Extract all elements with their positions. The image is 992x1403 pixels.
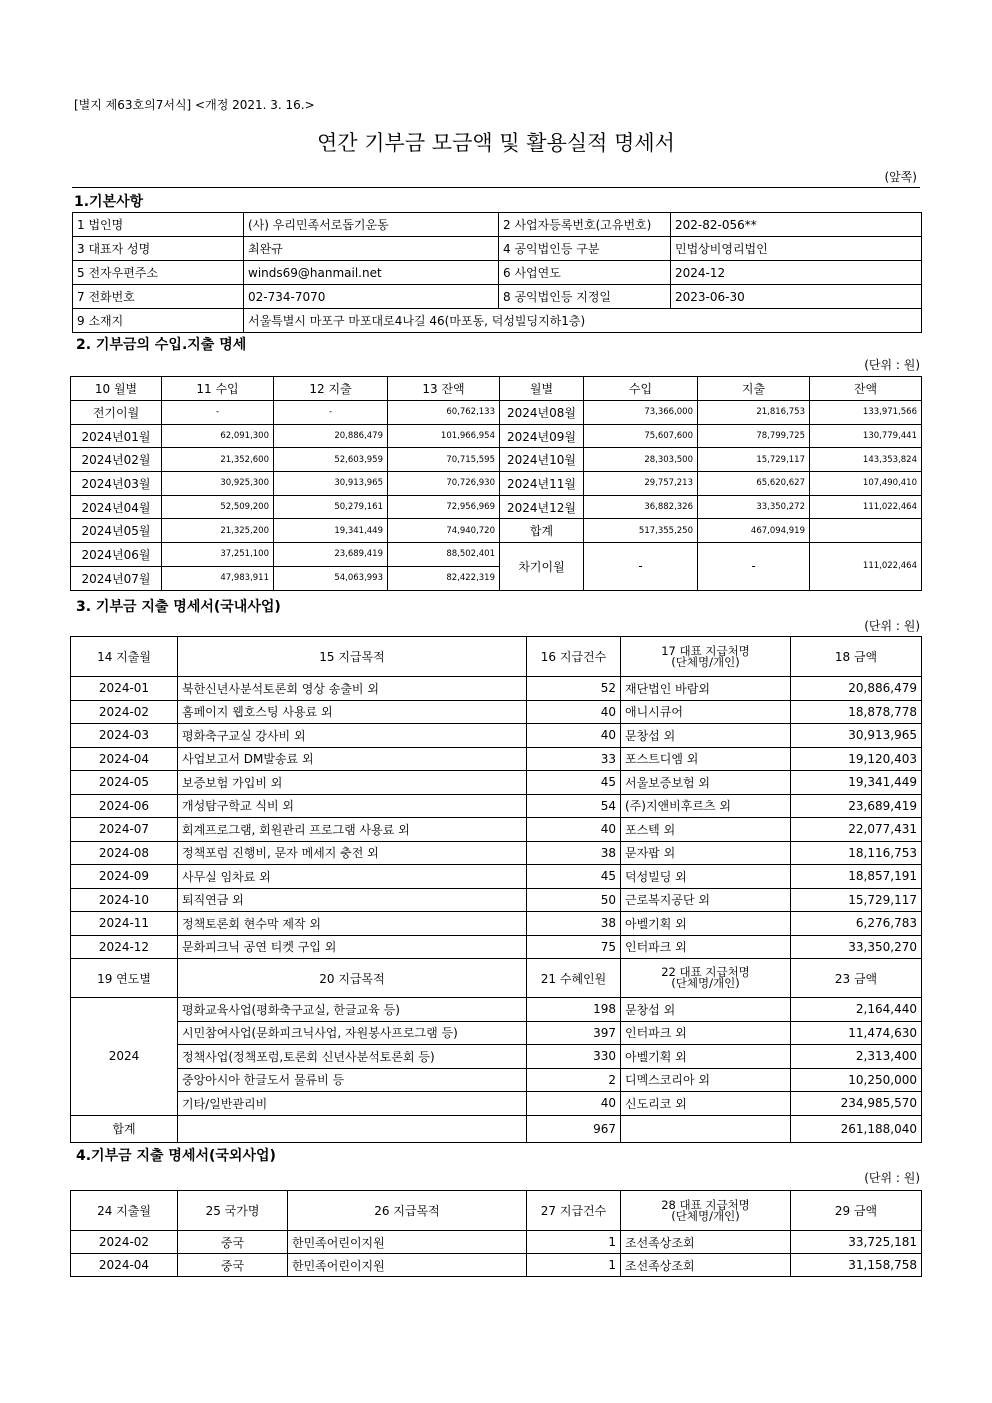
program-payee: 인터파크 외 xyxy=(621,1021,791,1045)
expense-count: 1 xyxy=(527,1231,621,1254)
column-header: 수입 xyxy=(584,377,698,401)
income-cell: 73,366,000 xyxy=(584,401,698,425)
document-title: 연간 기부금 모금액 및 활용실적 명세서 xyxy=(317,131,675,155)
expense-amount: 6,276,783 xyxy=(791,912,922,936)
expense-cell: 54,063,993 xyxy=(274,566,388,590)
balance-cell: 70,715,595 xyxy=(388,448,500,472)
expense-count: 75 xyxy=(527,935,621,959)
table-row xyxy=(71,700,922,724)
table-cell xyxy=(178,1115,527,1142)
expense-month: 2024-06 xyxy=(71,794,178,818)
column-header: 16 지급건수 xyxy=(527,637,621,677)
expense-purpose: 북한신년사분석토론회 영상 송출비 외 xyxy=(178,677,527,701)
field-value: 최완규 xyxy=(244,237,499,261)
balance-cell: 130,779,441 xyxy=(810,424,922,448)
expense-payee: 문창섭 외 xyxy=(621,724,791,748)
program-payee: 디멕스코리아 외 xyxy=(621,1068,791,1092)
expense-payee: 문자팝 외 xyxy=(621,841,791,865)
expense-count: 33 xyxy=(527,747,621,771)
table-row xyxy=(71,637,922,677)
expense-month: 2024-08 xyxy=(71,841,178,865)
balance-cell: 111,022,464 xyxy=(810,543,922,590)
expense-count: 52 xyxy=(527,677,621,701)
table-row xyxy=(71,448,922,472)
program-purpose: 평화교육사업(평화축구교실, 한글교육 등) xyxy=(178,998,527,1022)
expense-purpose: 사무실 임차료 외 xyxy=(178,865,527,889)
balance-cell xyxy=(810,519,922,543)
field-label: 9 소재지 xyxy=(73,309,244,333)
program-payee: 신도리코 외 xyxy=(621,1092,791,1116)
table-row xyxy=(71,472,922,496)
income-cell: - xyxy=(584,543,698,590)
total-amount: 261,188,040 xyxy=(791,1115,922,1142)
expense-purpose: 정책토론회 현수막 제작 외 xyxy=(178,912,527,936)
expense-month: 2024-04 xyxy=(71,747,178,771)
overseas-expense-table xyxy=(70,1190,922,1277)
beneficiary-count: 40 xyxy=(527,1092,621,1116)
table-row xyxy=(71,543,922,567)
expense-payee: 서울보증보험 외 xyxy=(621,771,791,795)
income-cell: 75,607,600 xyxy=(584,424,698,448)
balance-cell: 74,940,720 xyxy=(388,519,500,543)
month-cell: 2024년04월 xyxy=(71,495,162,519)
table-row xyxy=(71,865,922,889)
expense-cell: 467,094,919 xyxy=(698,519,810,543)
column-header: 10 월별 xyxy=(71,377,162,401)
expense-cell: 23,689,419 xyxy=(274,543,388,567)
column-header: 26 지급목적 xyxy=(288,1191,527,1231)
table-cell xyxy=(621,1115,791,1142)
column-header: 29 금액 xyxy=(791,1191,922,1231)
expense-amount: 19,120,403 xyxy=(791,747,922,771)
program-amount: 10,250,000 xyxy=(791,1068,922,1092)
section-4-title: 4.기부금 지출 명세서(국외사업) xyxy=(76,1148,276,1164)
unit-label: (단위 : 원) xyxy=(864,358,920,372)
expense-amount: 31,158,758 xyxy=(791,1254,922,1277)
balance-cell: 72,956,969 xyxy=(388,495,500,519)
section-3-title: 3. 기부금 지출 명세서(국내사업) xyxy=(76,599,281,615)
expense-month: 2024-02 xyxy=(71,1231,178,1254)
column-header: 11 수입 xyxy=(162,377,274,401)
program-payee: 아벨기획 외 xyxy=(621,1045,791,1069)
expense-cell: 15,729,117 xyxy=(698,448,810,472)
balance-cell: 107,490,410 xyxy=(810,472,922,496)
expense-payee: 조선족상조회 xyxy=(621,1231,791,1254)
program-purpose: 시민참여사업(문화피크닉사업, 자원봉사프로그램 등) xyxy=(178,1021,527,1045)
section-1-title: 1.기본사항 xyxy=(74,194,144,210)
column-header: 잔액 xyxy=(810,377,922,401)
column-header: 23 금액 xyxy=(791,959,922,998)
expense-month: 2024-05 xyxy=(71,771,178,795)
table-row xyxy=(71,377,922,401)
month-cell: 합계 xyxy=(500,519,584,543)
table-row xyxy=(71,1115,922,1142)
expense-purpose: 문화피크닉 공연 티켓 구입 외 xyxy=(178,935,527,959)
expense-purpose: 사업보고서 DM발송료 외 xyxy=(178,747,527,771)
column-header: 12 지출 xyxy=(274,377,388,401)
expense-amount: 23,689,419 xyxy=(791,794,922,818)
income-cell: 36,882,326 xyxy=(584,495,698,519)
field-value: 2024-12 xyxy=(671,261,922,285)
income-cell: 21,325,200 xyxy=(162,519,274,543)
expense-count: 40 xyxy=(527,724,621,748)
income-cell: 30,925,300 xyxy=(162,472,274,496)
program-purpose: 기타/일반관리비 xyxy=(178,1092,527,1116)
income-cell: 37,251,100 xyxy=(162,543,274,567)
expense-month: 2024-10 xyxy=(71,888,178,912)
field-value: (사) 우리민족서로돕기운동 xyxy=(244,213,499,237)
field-value: winds69@hanmail.net xyxy=(244,261,499,285)
domestic-expense-table xyxy=(70,636,922,1143)
program-purpose: 정책사업(정책포럼,토론회 신년사분석토론회 등) xyxy=(178,1045,527,1069)
table-row xyxy=(71,677,922,701)
column-header: 28 대표 지급처명 (단체명/개인) xyxy=(621,1191,791,1231)
balance-cell: 111,022,464 xyxy=(810,495,922,519)
table-row xyxy=(71,1045,922,1069)
unit-label: (단위 : 원) xyxy=(864,619,920,633)
expense-cell: 20,886,479 xyxy=(274,424,388,448)
beneficiary-count: 330 xyxy=(527,1045,621,1069)
expense-month: 2024-02 xyxy=(71,700,178,724)
balance-cell: 143,353,824 xyxy=(810,448,922,472)
column-header: 지출 xyxy=(698,377,810,401)
table-row xyxy=(71,424,922,448)
expense-amount: 30,913,965 xyxy=(791,724,922,748)
field-label: 8 공익법인등 지정일 xyxy=(499,285,671,309)
program-payee: 문창섭 외 xyxy=(621,998,791,1022)
income-cell: 29,757,213 xyxy=(584,472,698,496)
expense-purpose: 평화축구교실 강사비 외 xyxy=(178,724,527,748)
expense-amount: 18,878,778 xyxy=(791,700,922,724)
expense-cell: 65,620,627 xyxy=(698,472,810,496)
expense-payee: 재단법인 바람외 xyxy=(621,677,791,701)
table-row xyxy=(71,841,922,865)
table-row xyxy=(73,213,922,237)
page-side-label: (앞쪽) xyxy=(884,170,917,184)
income-cell: 28,303,500 xyxy=(584,448,698,472)
unit-label: (단위 : 원) xyxy=(864,1171,920,1185)
expense-count: 40 xyxy=(527,818,621,842)
table-row xyxy=(71,935,922,959)
table-row xyxy=(71,998,922,1022)
expense-payee: 애니시큐어 xyxy=(621,700,791,724)
income-cell: 21,352,600 xyxy=(162,448,274,472)
form-label: [별지 제63호의7서식] <개정 2021. 3. 16.> xyxy=(74,98,315,112)
expense-payee: 아벨기획 외 xyxy=(621,912,791,936)
table-row xyxy=(71,1231,922,1254)
carry-forward-label: 차기이월 xyxy=(500,543,584,590)
expense-count: 54 xyxy=(527,794,621,818)
table-row xyxy=(71,771,922,795)
table-row xyxy=(71,888,922,912)
expense-count: 38 xyxy=(527,841,621,865)
column-header: 20 지급목적 xyxy=(178,959,527,998)
income-cell: 52,509,200 xyxy=(162,495,274,519)
expense-purpose: 정책포럼 진행비, 문자 메세지 충전 외 xyxy=(178,841,527,865)
expense-cell: 30,913,965 xyxy=(274,472,388,496)
beneficiary-count: 198 xyxy=(527,998,621,1022)
month-cell: 2024년01월 xyxy=(71,424,162,448)
table-row xyxy=(71,495,922,519)
table-row xyxy=(71,1191,922,1231)
field-label: 5 전자우편주소 xyxy=(73,261,244,285)
month-cell: 2024년07월 xyxy=(71,566,162,590)
income-expense-table xyxy=(70,376,922,591)
expense-payee: 포스텍 외 xyxy=(621,818,791,842)
expense-amount: 18,116,753 xyxy=(791,841,922,865)
field-label: 7 전화번호 xyxy=(73,285,244,309)
beneficiary-count: 397 xyxy=(527,1021,621,1045)
field-label: 6 사업연도 xyxy=(499,261,671,285)
table-row xyxy=(71,794,922,818)
expense-count: 45 xyxy=(527,865,621,889)
table-row xyxy=(73,309,922,333)
balance-cell: 82,422,319 xyxy=(388,566,500,590)
month-cell: 2024년10월 xyxy=(500,448,584,472)
expense-cell: 78,799,725 xyxy=(698,424,810,448)
expense-purpose: 회계프로그램, 회원관리 프로그램 사용료 외 xyxy=(178,818,527,842)
column-header: 17 대표 지급처명 (단체명/개인) xyxy=(621,637,791,677)
field-value: 202-82-056** xyxy=(671,213,922,237)
month-cell: 2024년11월 xyxy=(500,472,584,496)
income-cell: 47,983,911 xyxy=(162,566,274,590)
table-row xyxy=(73,237,922,261)
total-label: 합계 xyxy=(71,1115,178,1142)
field-value: 2023-06-30 xyxy=(671,285,922,309)
program-purpose: 중앙아시아 한글도서 물류비 등 xyxy=(178,1068,527,1092)
table-row xyxy=(71,1068,922,1092)
table-row xyxy=(71,747,922,771)
table-row xyxy=(71,401,922,425)
field-value: 민법상비영리법인 xyxy=(671,237,922,261)
column-header: 22 대표 지급처명 (단체명/개인) xyxy=(621,959,791,998)
divider xyxy=(72,187,920,188)
balance-cell: 88,502,401 xyxy=(388,543,500,567)
expense-payee: 포스트디엠 외 xyxy=(621,747,791,771)
year-cell: 2024 xyxy=(71,998,178,1116)
expense-cell: 50,279,161 xyxy=(274,495,388,519)
expense-month: 2024-03 xyxy=(71,724,178,748)
expense-cell: 21,816,753 xyxy=(698,401,810,425)
expense-cell: - xyxy=(274,401,388,425)
month-cell: 2024년12월 xyxy=(500,495,584,519)
month-cell: 2024년02월 xyxy=(71,448,162,472)
beneficiary-count: 2 xyxy=(527,1068,621,1092)
expense-month: 2024-07 xyxy=(71,818,178,842)
expense-purpose: 개성탐구학교 식비 외 xyxy=(178,794,527,818)
month-cell: 전기이월 xyxy=(71,401,162,425)
expense-cell: - xyxy=(698,543,810,590)
expense-payee: 조선족상조회 xyxy=(621,1254,791,1277)
expense-purpose: 홈페이지 웹호스팅 사용료 외 xyxy=(178,700,527,724)
country-name: 중국 xyxy=(178,1254,288,1277)
column-header: 19 연도별 xyxy=(71,959,178,998)
expense-payee: 근로복지공단 외 xyxy=(621,888,791,912)
month-cell: 2024년03월 xyxy=(71,472,162,496)
expense-payee: 인터파크 외 xyxy=(621,935,791,959)
table-row xyxy=(71,724,922,748)
column-header: 13 잔액 xyxy=(388,377,500,401)
expense-amount: 33,725,181 xyxy=(791,1231,922,1254)
table-row xyxy=(71,1092,922,1116)
field-label: 2 사업자등록번호(고유번호) xyxy=(499,213,671,237)
section-2-title: 2. 기부금의 수입.지출 명세 xyxy=(76,337,247,353)
column-header: 15 지급목적 xyxy=(178,637,527,677)
program-amount: 2,164,440 xyxy=(791,998,922,1022)
expense-amount: 19,341,449 xyxy=(791,771,922,795)
program-amount: 2,313,400 xyxy=(791,1045,922,1069)
expense-month: 2024-12 xyxy=(71,935,178,959)
country-name: 중국 xyxy=(178,1231,288,1254)
expense-purpose: 퇴직연금 외 xyxy=(178,888,527,912)
expense-month: 2024-04 xyxy=(71,1254,178,1277)
column-header: 27 지급건수 xyxy=(527,1191,621,1231)
program-amount: 11,474,630 xyxy=(791,1021,922,1045)
expense-month: 2024-09 xyxy=(71,865,178,889)
table-row xyxy=(71,959,922,998)
column-header: 18 금액 xyxy=(791,637,922,677)
balance-cell: 70,726,930 xyxy=(388,472,500,496)
column-header: 21 수혜인원 xyxy=(527,959,621,998)
balance-cell: 60,762,133 xyxy=(388,401,500,425)
column-header: 월별 xyxy=(500,377,584,401)
expense-count: 40 xyxy=(527,700,621,724)
column-header: 25 국가명 xyxy=(178,1191,288,1231)
expense-amount: 33,350,270 xyxy=(791,935,922,959)
balance-cell: 101,966,954 xyxy=(388,424,500,448)
expense-cell: 33,350,272 xyxy=(698,495,810,519)
income-cell: 62,091,300 xyxy=(162,424,274,448)
field-value: 02-734-7070 xyxy=(244,285,499,309)
field-value: 서울특별시 마포구 마포대로4나길 46(마포동, 덕성빌딩지하1층) xyxy=(244,309,922,333)
expense-amount: 18,857,191 xyxy=(791,865,922,889)
expense-purpose: 한민족어린이지원 xyxy=(288,1231,527,1254)
field-label: 1 법인명 xyxy=(73,213,244,237)
total-count: 967 xyxy=(527,1115,621,1142)
month-cell: 2024년09월 xyxy=(500,424,584,448)
field-label: 3 대표자 성명 xyxy=(73,237,244,261)
expense-month: 2024-01 xyxy=(71,677,178,701)
table-row xyxy=(73,285,922,309)
month-cell: 2024년08월 xyxy=(500,401,584,425)
expense-payee: (주)지앤비후르츠 외 xyxy=(621,794,791,818)
month-cell: 2024년06월 xyxy=(71,543,162,567)
balance-cell: 133,971,566 xyxy=(810,401,922,425)
income-cell: - xyxy=(162,401,274,425)
expense-amount: 15,729,117 xyxy=(791,888,922,912)
expense-count: 50 xyxy=(527,888,621,912)
program-amount: 234,985,570 xyxy=(791,1092,922,1116)
field-label: 4 공익법인등 구분 xyxy=(499,237,671,261)
expense-cell: 52,603,959 xyxy=(274,448,388,472)
table-row xyxy=(73,261,922,285)
month-cell: 2024년05월 xyxy=(71,519,162,543)
column-header: 14 지출월 xyxy=(71,637,178,677)
expense-count: 1 xyxy=(527,1254,621,1277)
column-header: 24 지출월 xyxy=(71,1191,178,1231)
expense-amount: 22,077,431 xyxy=(791,818,922,842)
expense-purpose: 보증보험 가입비 외 xyxy=(178,771,527,795)
table-row xyxy=(71,912,922,936)
expense-month: 2024-11 xyxy=(71,912,178,936)
table-row xyxy=(71,1021,922,1045)
income-cell: 517,355,250 xyxy=(584,519,698,543)
expense-amount: 20,886,479 xyxy=(791,677,922,701)
basic-info-table xyxy=(72,212,922,333)
table-row xyxy=(71,818,922,842)
expense-payee: 덕성빌딩 외 xyxy=(621,865,791,889)
table-row xyxy=(71,519,922,543)
expense-purpose: 한민족어린이지원 xyxy=(288,1254,527,1277)
expense-count: 38 xyxy=(527,912,621,936)
expense-count: 45 xyxy=(527,771,621,795)
table-row xyxy=(71,1254,922,1277)
expense-cell: 19,341,449 xyxy=(274,519,388,543)
